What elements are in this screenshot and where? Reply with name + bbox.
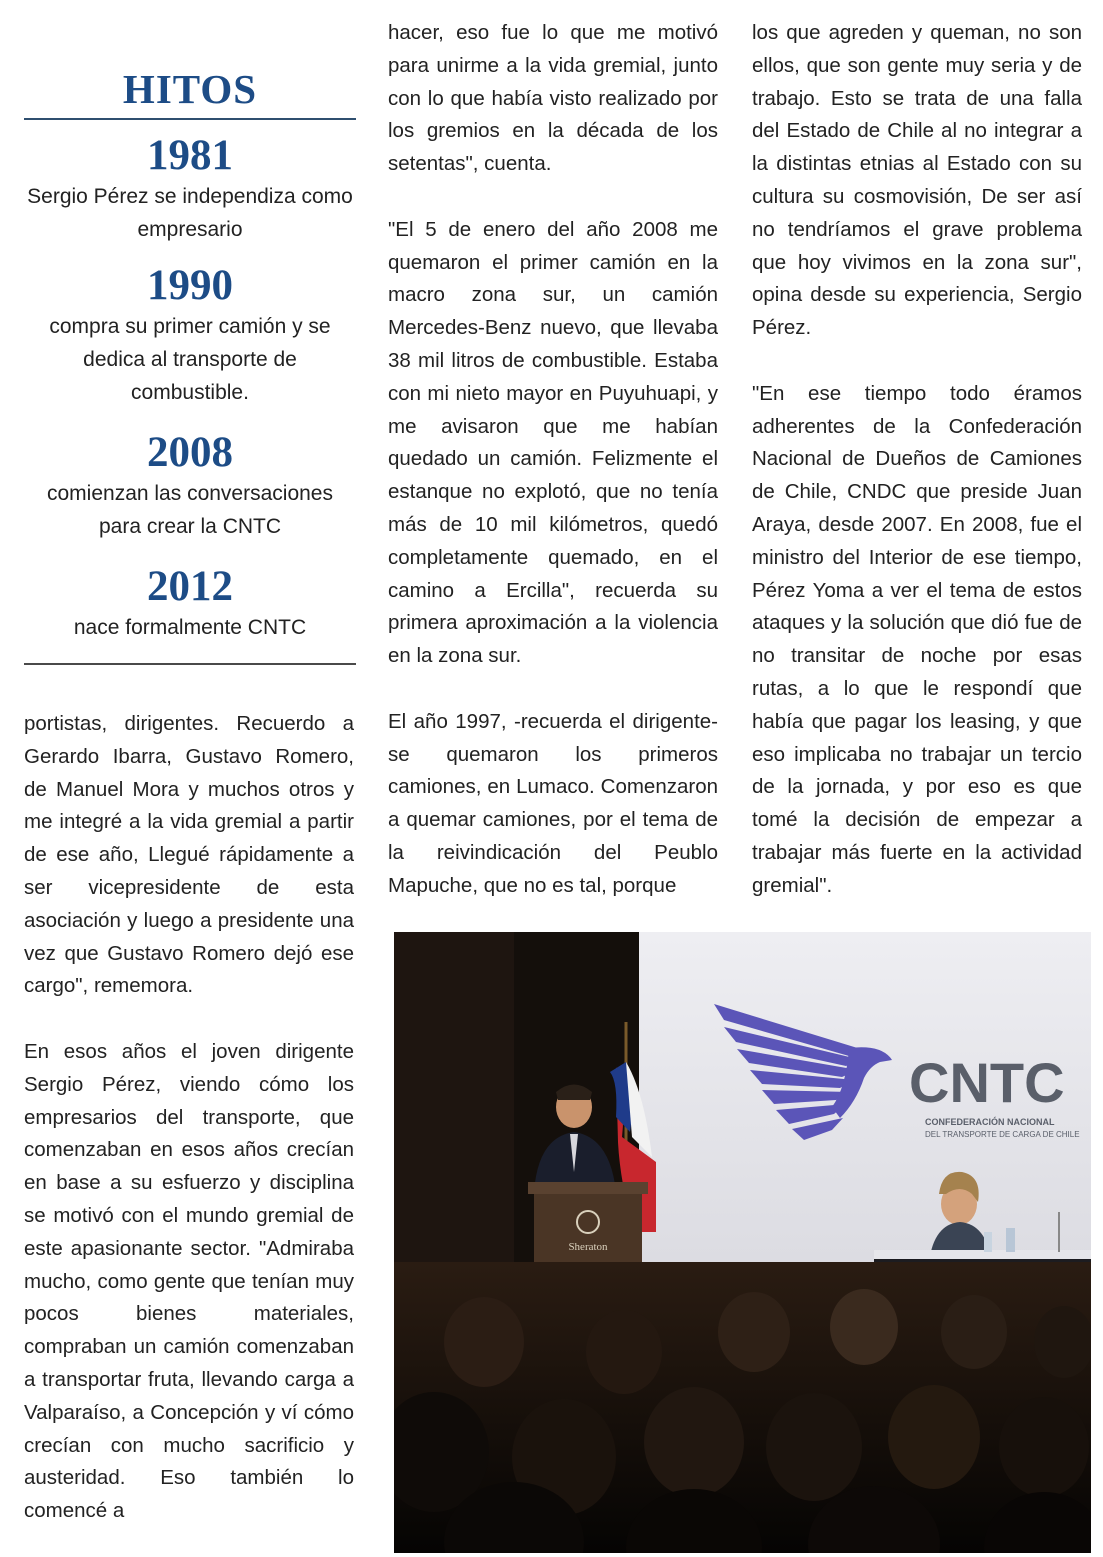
milestone-2008: [24, 429, 356, 543]
sidebar-bottom-rule: [24, 663, 356, 665]
milestone-year: 1990: [147, 262, 233, 309]
milestone-text: comienzan las conversaciones para crear la CNTC: [47, 482, 333, 538]
article-column-right: [752, 17, 1082, 903]
article-paragraph: los que agreden y queman, no son ellos, que son gente muy seria y de trabajo. Esto se trata de una falla del Estado de Chile al no integrar a la distintas etnias al Estado con su cultura su cosmovisión, De ser así no tendríamos el grave problema que hoy vivimos en la zona sur", opina desde su experiencia, Sergio Pérez.: [752, 21, 1082, 340]
article-paragraph: El año 1997, -recuerda el dirigente- se quemaron los primeros camiones, en Lumaco. Comenzaron a quemar camiones, por el tema de la reivindicación del Peublo Mapuche, que no es tal, porque: [388, 709, 718, 897]
milestone-year: 1981: [147, 132, 233, 179]
milestone-1981: [24, 132, 356, 246]
milestone-text: compra su primer camión y se dedica al transporte de combustible.: [49, 315, 331, 404]
milestone-year: 2012: [147, 563, 233, 610]
podium-label: Sheraton: [568, 1241, 608, 1253]
logo-subtitle-2: DEL TRANSPORTE DE CARGA DE CHILE: [925, 1130, 1080, 1139]
article-paragraph: "El 5 de enero del año 2008 me quemaron el primer camión en la macro zona sur, un camión Mercedes-Benz nuevo, que llevaba 38 mil litros de combustible. Estaba con mi nieto mayor en Puyuhuapi, y me avisaron que me habían quedado un camión. Felizmente el estanque no explotó, que no tenía más de 10 mil kilómetros, quedó completamente quemado, en el camino a Ercilla", recuerda su primera aproximación a la violencia en la zona sur.: [388, 217, 718, 668]
article-column-left: [24, 708, 354, 1528]
milestone-text: nace formalmente CNTC: [73, 616, 307, 639]
milestone-1990: [24, 262, 356, 409]
milestone-text: Sergio Pérez se independiza como empresario: [27, 185, 353, 241]
milestone-2012: [24, 563, 356, 644]
article-paragraph: portistas, dirigentes. Recuerdo a Gerardo Ibarra, Gustavo Romero, de Manuel Mora y muchos otros y me integré a la vida gremial a partir de ese año, Llegué rápidamente a ser vicepresidente de esta asociación y luego a presidente una vez que Gustavo Romero dejó ese cargo", rememora.: [24, 712, 354, 998]
event-photo: [394, 932, 1091, 1553]
article-column-middle: [388, 17, 718, 903]
milestone-year: 2008: [147, 429, 233, 476]
logo-wordmark: CNTC: [909, 1051, 1065, 1114]
sidebar-title: HITOS: [122, 66, 258, 112]
milestones-sidebar: [24, 66, 356, 644]
logo-subtitle-1: CONFEDERACIÓN NACIONAL: [925, 1117, 1055, 1127]
article-paragraph: "En ese tiempo todo éramos adherentes de la Confederación Nacional de Dueños de Camiones de Chile, CNDC que preside Juan Araya, desde 2007. En 2008, fue el ministro del Interior de ese tiempo, Pérez Yoma a ver el tema de estos ataques y la solución que dió fue de no transitar de noche por esas rutas, a lo que le respondí que había que pagar los leasing, y que eso implicaba no trabajar un tercio de la jornada, y por eso es que tomé la decisión de empezar a trabajar más fuerte en la actividad gremial".: [752, 381, 1082, 897]
sidebar-top-rule: [24, 118, 356, 120]
article-paragraph: hacer, eso fue lo que me motivó para unirme a la vida gremial, junto con lo que había visto realizado por los gremios en la década de los setentas", cuenta.: [388, 21, 718, 176]
conference-scene: [394, 932, 1091, 1553]
article-paragraph: En esos años el joven dirigente Sergio Pérez, viendo cómo los empresarios del transporte, que comenzaban en esos años crecían en base a su esfuerzo y disciplina se motivó con el mundo gremial de este apasionante sector. "Admiraba mucho, como gente que tenían muy pocos bienes materiales, compraban un camión comenzaban a transportar fruta, llevando carga a Valparaíso, a Concepción y ví cómo crecían con mucho sacrificio y austeridad. Eso también lo comencé a: [24, 1039, 354, 1523]
